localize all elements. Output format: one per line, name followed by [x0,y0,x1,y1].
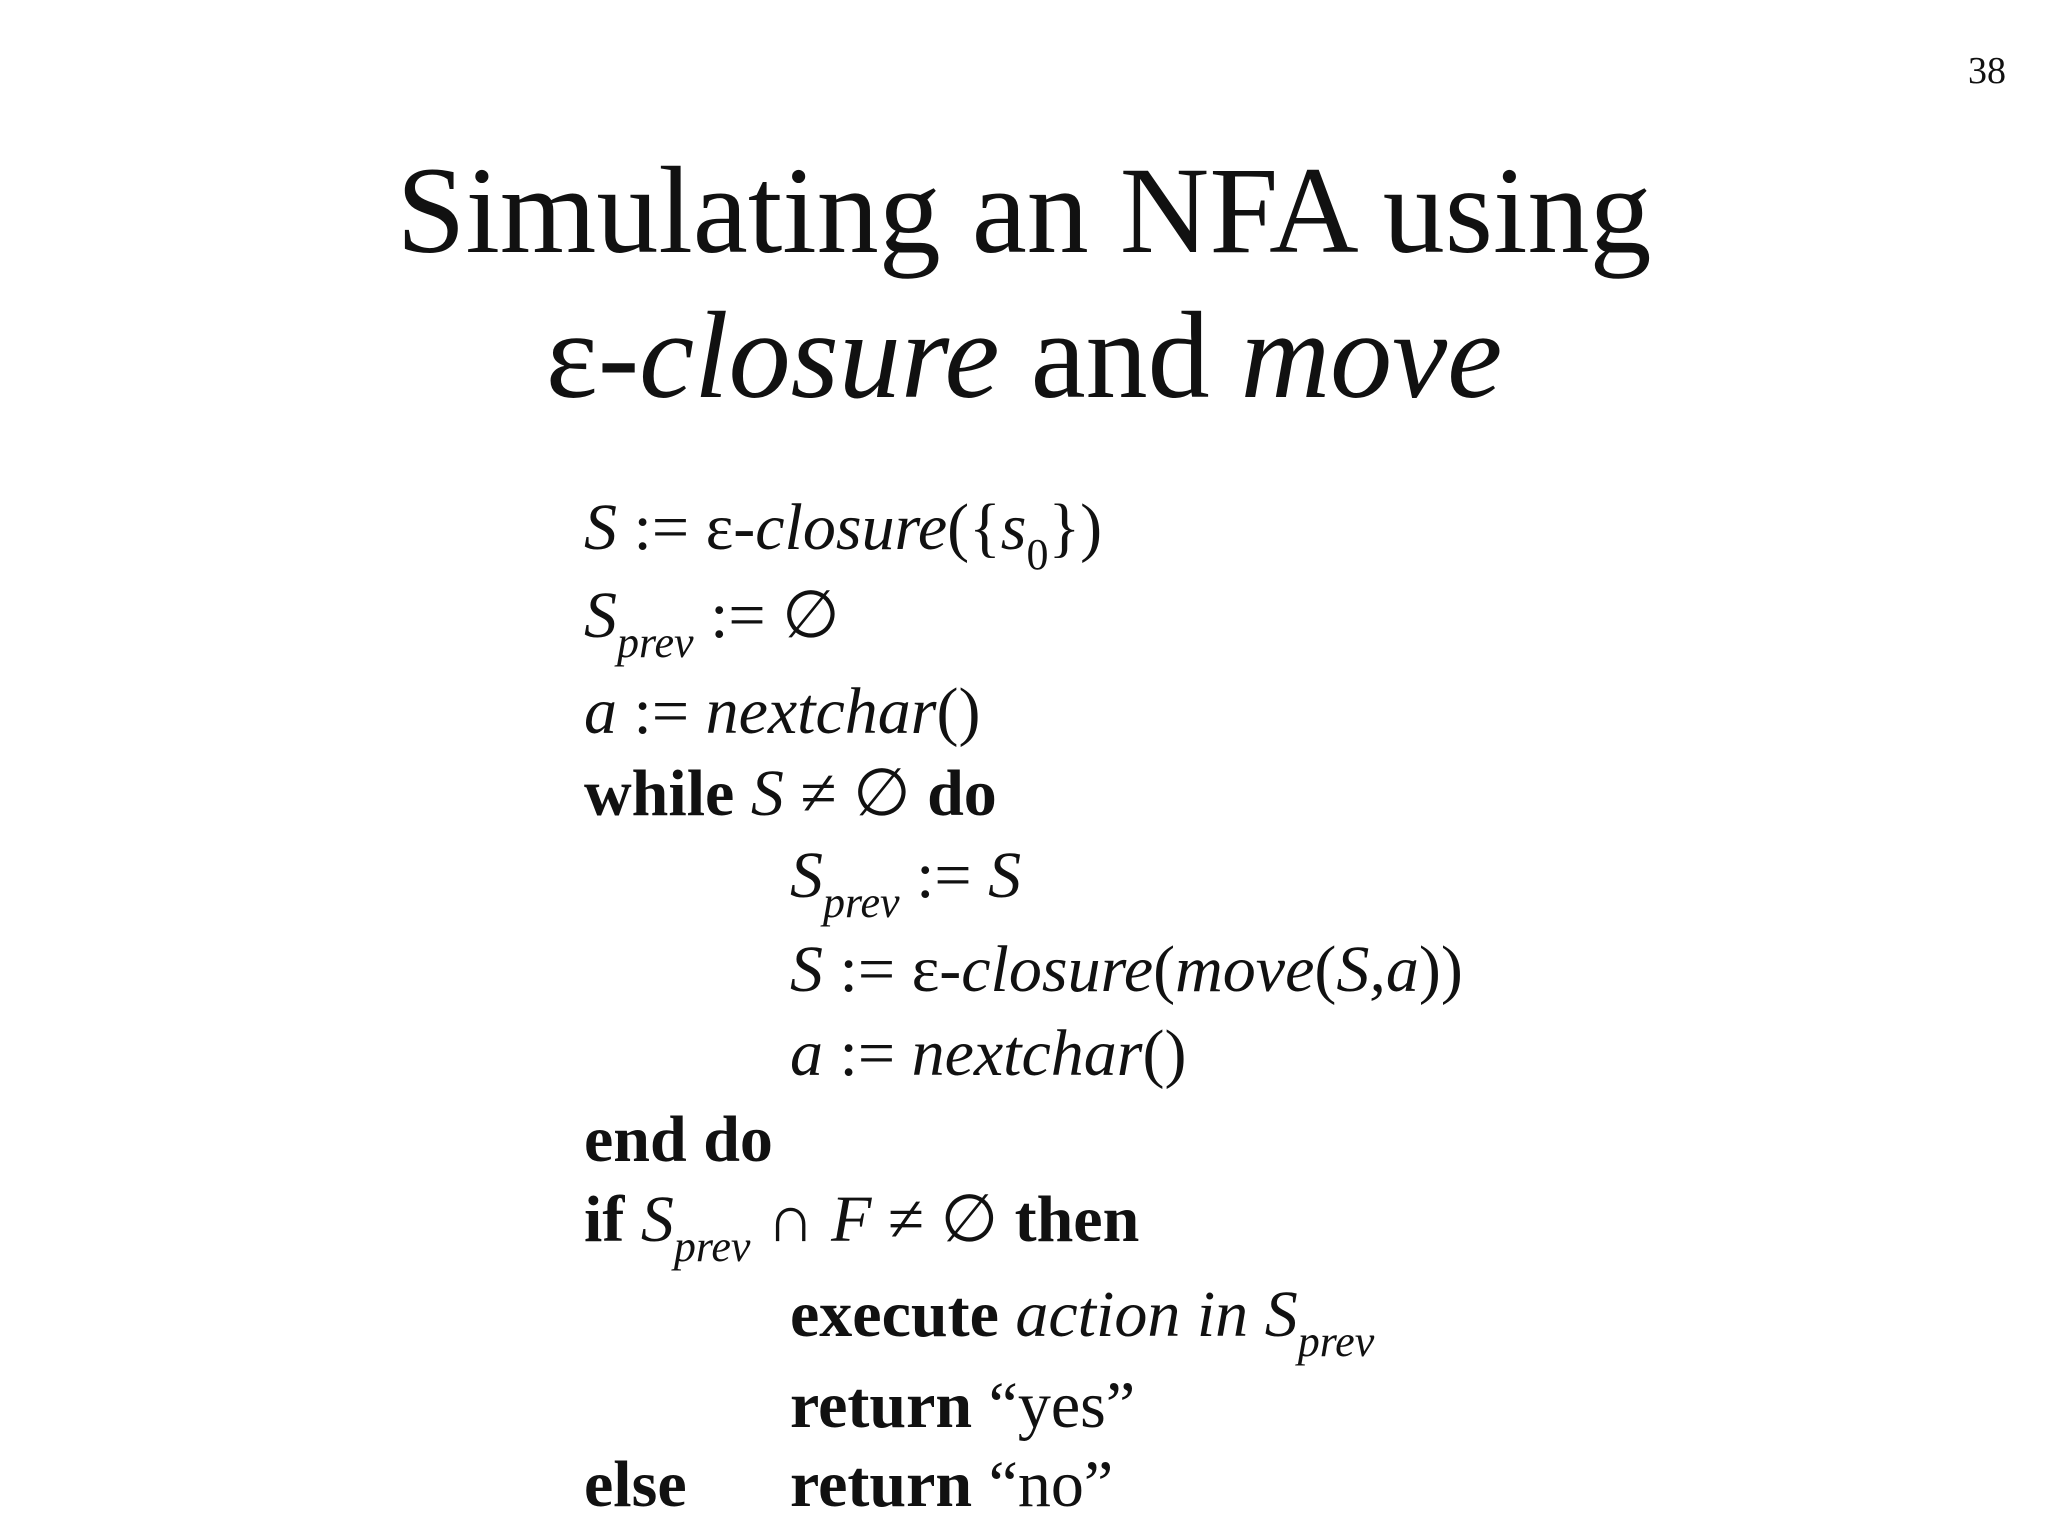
var-s: S [988,839,1022,912]
var-s: S [584,579,617,652]
subscript-prev: prev [673,1222,751,1271]
subscript-prev: prev [1297,1317,1375,1366]
string-yes: “yes” [988,1369,1136,1442]
kw-while: while [584,757,735,830]
fn-closure: closure [755,491,948,564]
fn-closure: closure [961,933,1154,1006]
epsilon: ε- [705,491,756,564]
page-number: 38 [1968,50,2006,92]
code-line-11 [790,1369,1136,1442]
subscript-prev: prev [823,878,900,927]
assign-op: := [916,839,972,912]
title-epsilon: ε- [545,287,640,424]
paren: ( [1314,933,1337,1006]
kw-do: do [927,757,997,830]
fn-move: move [1175,933,1315,1006]
string-no: “no” [988,1448,1114,1521]
empty-set: ∅ [782,579,840,652]
assign-op: := [633,491,690,564]
paren: () [1142,1017,1187,1090]
action-in: action in [1015,1278,1249,1351]
var-s: S [750,757,784,830]
title-line-1: Simulating an NFA using [396,142,1652,279]
paren: ( [1153,933,1176,1006]
code-line-8 [584,1103,773,1176]
neq-op: ≠ [887,1183,925,1256]
assign-op: := [633,675,690,748]
var-a: a [790,1017,823,1090]
fn-nextchar: nextchar [705,675,937,748]
var-f: F [831,1183,872,1256]
title-closure: closure [639,287,1000,424]
pseudocode [584,0,1884,1536]
paren: )) [1418,933,1463,1006]
var-s0: s [1000,491,1027,564]
var-s: S [1336,933,1370,1006]
var-s: S [790,839,823,912]
paren: () [936,675,981,748]
code-line-10 [790,1278,1375,1366]
var-s: S [1264,1278,1298,1351]
code-line-5 [790,839,1022,927]
code-line-1 [584,491,1103,579]
neq-op: ≠ [800,757,837,830]
assign-op: := [710,579,766,652]
code-line-7 [790,1017,1187,1090]
subscript-0: 0 [1026,530,1049,579]
var-a: a [584,675,617,748]
fn-nextchar: nextchar [911,1017,1143,1090]
paren: }) [1048,491,1103,564]
kw-end-do: end do [584,1103,773,1176]
subscript-prev: prev [617,618,694,667]
code-line-12-return [790,1448,1114,1521]
code-line-6 [790,933,1463,1006]
kw-if: if [584,1183,625,1256]
code-line-3 [584,675,981,748]
code-line-4 [584,757,997,830]
code-line-12 [584,1448,687,1521]
assign-op: := [839,933,896,1006]
empty-set: ∅ [940,1183,999,1256]
code-line-9 [584,1183,1140,1271]
var-a: a [1385,933,1419,1006]
var-s: S [640,1183,674,1256]
paren: ({ [947,491,1001,564]
intersection-op: ∩ [766,1183,815,1256]
title-and: and [1030,287,1210,424]
assign-op: := [839,1017,896,1090]
comma: , [1369,933,1386,1006]
kw-else: else [584,1448,687,1521]
kw-execute: execute [790,1278,999,1351]
epsilon: ε- [911,933,962,1006]
kw-then: then [1014,1183,1140,1256]
title-move: move [1240,287,1503,424]
kw-return: return [790,1448,973,1521]
code-line-2 [584,579,840,667]
var-s: S [790,933,823,1006]
kw-return: return [790,1369,973,1442]
var-s: S [584,491,617,564]
empty-set: ∅ [853,757,911,830]
